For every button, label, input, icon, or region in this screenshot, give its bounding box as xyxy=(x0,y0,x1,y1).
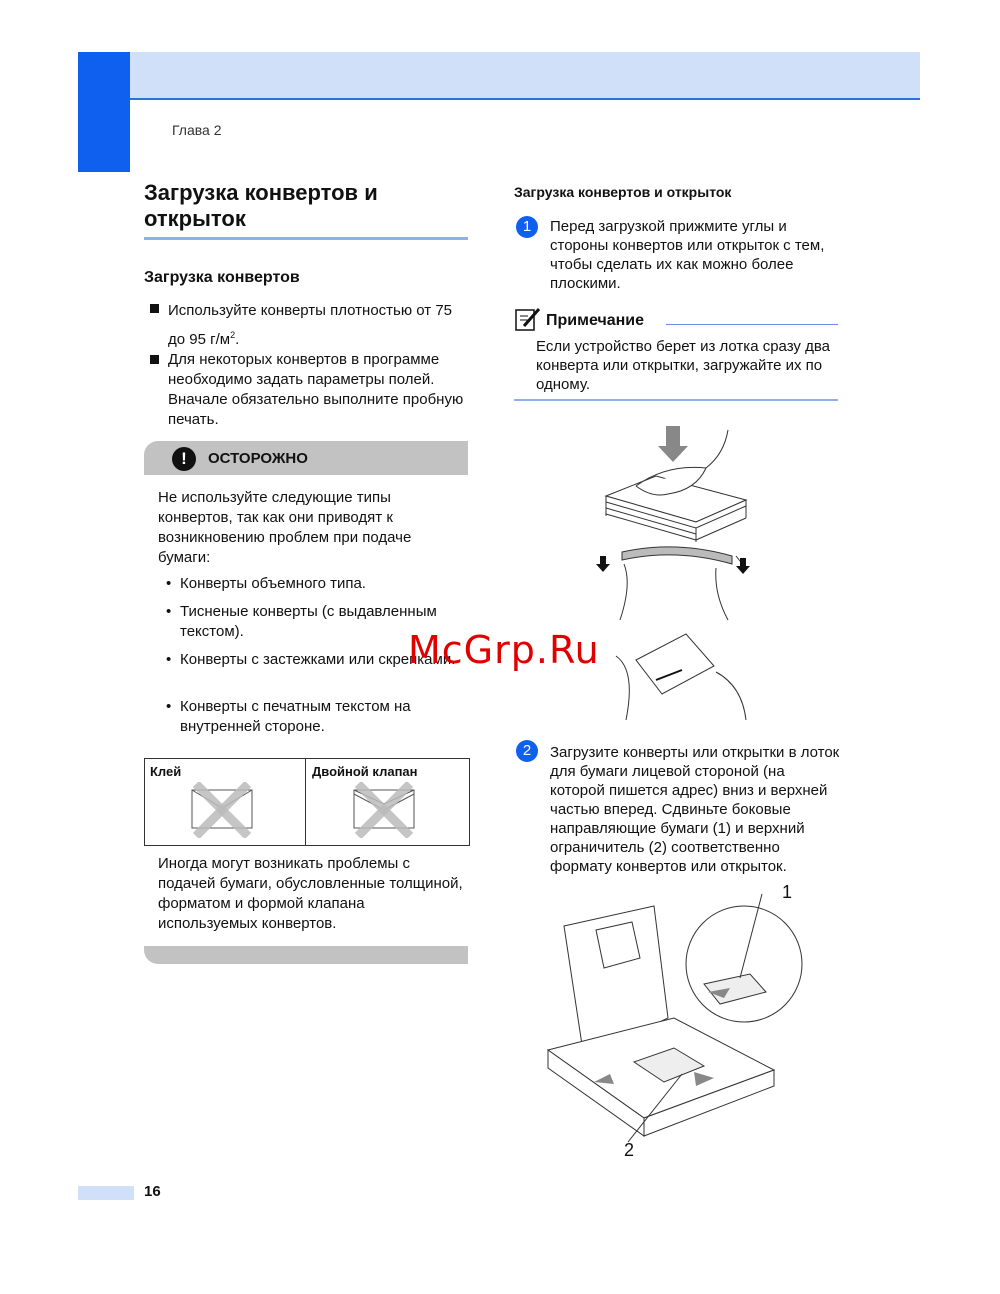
right-section-title: Загрузка конвертов и открыток xyxy=(514,184,732,200)
caution-bullet-text: Конверты объемного типа. xyxy=(180,575,366,592)
table-header-glue: Клей xyxy=(150,764,182,779)
list-item xyxy=(150,350,470,430)
note-pencil-icon xyxy=(514,306,542,332)
callout-2: 2 xyxy=(624,1140,635,1160)
section-rule xyxy=(144,237,468,240)
paper-tray-illustration xyxy=(544,888,808,1152)
list-item-text-end: . xyxy=(235,331,240,348)
header-bar xyxy=(130,52,920,100)
subsection-title: Загрузка конвертов xyxy=(144,269,300,286)
note-rule xyxy=(514,399,838,401)
note-line xyxy=(666,324,838,325)
envelope-glue-crossed-icon xyxy=(190,782,254,838)
flatten-envelopes-illustration xyxy=(596,424,756,724)
note-text: Если устройство берет из лотка сразу два конверта или открытки, загружайте их по одному. xyxy=(536,338,830,393)
page-number: 16 xyxy=(144,1183,161,1200)
square-bullet-icon xyxy=(150,304,159,313)
caution-intro: Не используйте следующие типы конвертов, так как они приводят к возникновению проблем при подаче бумаги: xyxy=(158,489,412,566)
caution-bullet: • Конверты с печатным текстом на внутренней стороне. xyxy=(166,697,466,737)
step-1-icon: 1 xyxy=(516,216,538,238)
caution-bullet-text: Конверты с печатным текстом на внутренней стороне. xyxy=(180,698,411,735)
watermark-text: McGrp.Ru xyxy=(408,628,600,672)
table-header-double-flap: Двойной клапан xyxy=(312,764,418,779)
note-title: Примечание xyxy=(546,312,645,329)
caution-bullet: • Тисненые конверты (с выдавленным текстом). xyxy=(166,602,466,642)
caution-bullet-text: Тисненые конверты (с выдавленным текстом). xyxy=(180,603,437,640)
step-1-text: Перед загрузкой прижмите углы и стороны конвертов или открыток с тем, чтобы сделать их как можно более плоскими. xyxy=(550,218,825,292)
caution-title: ОСТОРОЖНО xyxy=(208,450,308,467)
superscript: 2 xyxy=(230,330,236,340)
caution-bullet-text: Конверты с застежками или скрепками. xyxy=(180,651,456,668)
step-2-icon: 2 xyxy=(516,740,538,762)
list-item-text: Для некоторых конвертов в программе необходимо задать параметры полей. Вначале обязательно выполните пробную печать. xyxy=(168,351,464,428)
table-divider xyxy=(305,758,306,846)
step-2-text: Загрузите конверты или открытки в лоток для бумаги лицевой стороной (на которой пишется адрес) вниз и верхней частью вперед. Сдвиньте боковые направляющие бумаги (1) и верхний ограничитель (2) соответственно формату конвертов или открыток. xyxy=(550,744,840,875)
list-item xyxy=(150,299,470,352)
list-item-text: Используйте конверты плотностью от 75 до 95 г/м xyxy=(168,302,453,348)
caution-outro: Иногда могут возникать проблемы с подачей бумаги, обусловленные толщиной, форматом и формой клапана используемых конвертов. xyxy=(158,855,463,932)
caution-bullet: • Конверты с застежками или скрепками. xyxy=(166,650,466,670)
warning-icon: ! xyxy=(172,447,196,471)
chapter-tab xyxy=(78,52,130,172)
caution-bullet: • Конверты объемного типа. xyxy=(166,574,466,594)
envelope-double-flap-crossed-icon xyxy=(352,782,416,838)
page-number-bar xyxy=(78,1186,134,1200)
section-title: Загрузка конвертов и открыток xyxy=(144,180,378,231)
callout-1: 1 xyxy=(782,882,793,902)
chapter-label: Глава 2 xyxy=(172,122,222,138)
square-bullet-icon xyxy=(150,355,159,364)
caution-footer xyxy=(144,946,468,964)
